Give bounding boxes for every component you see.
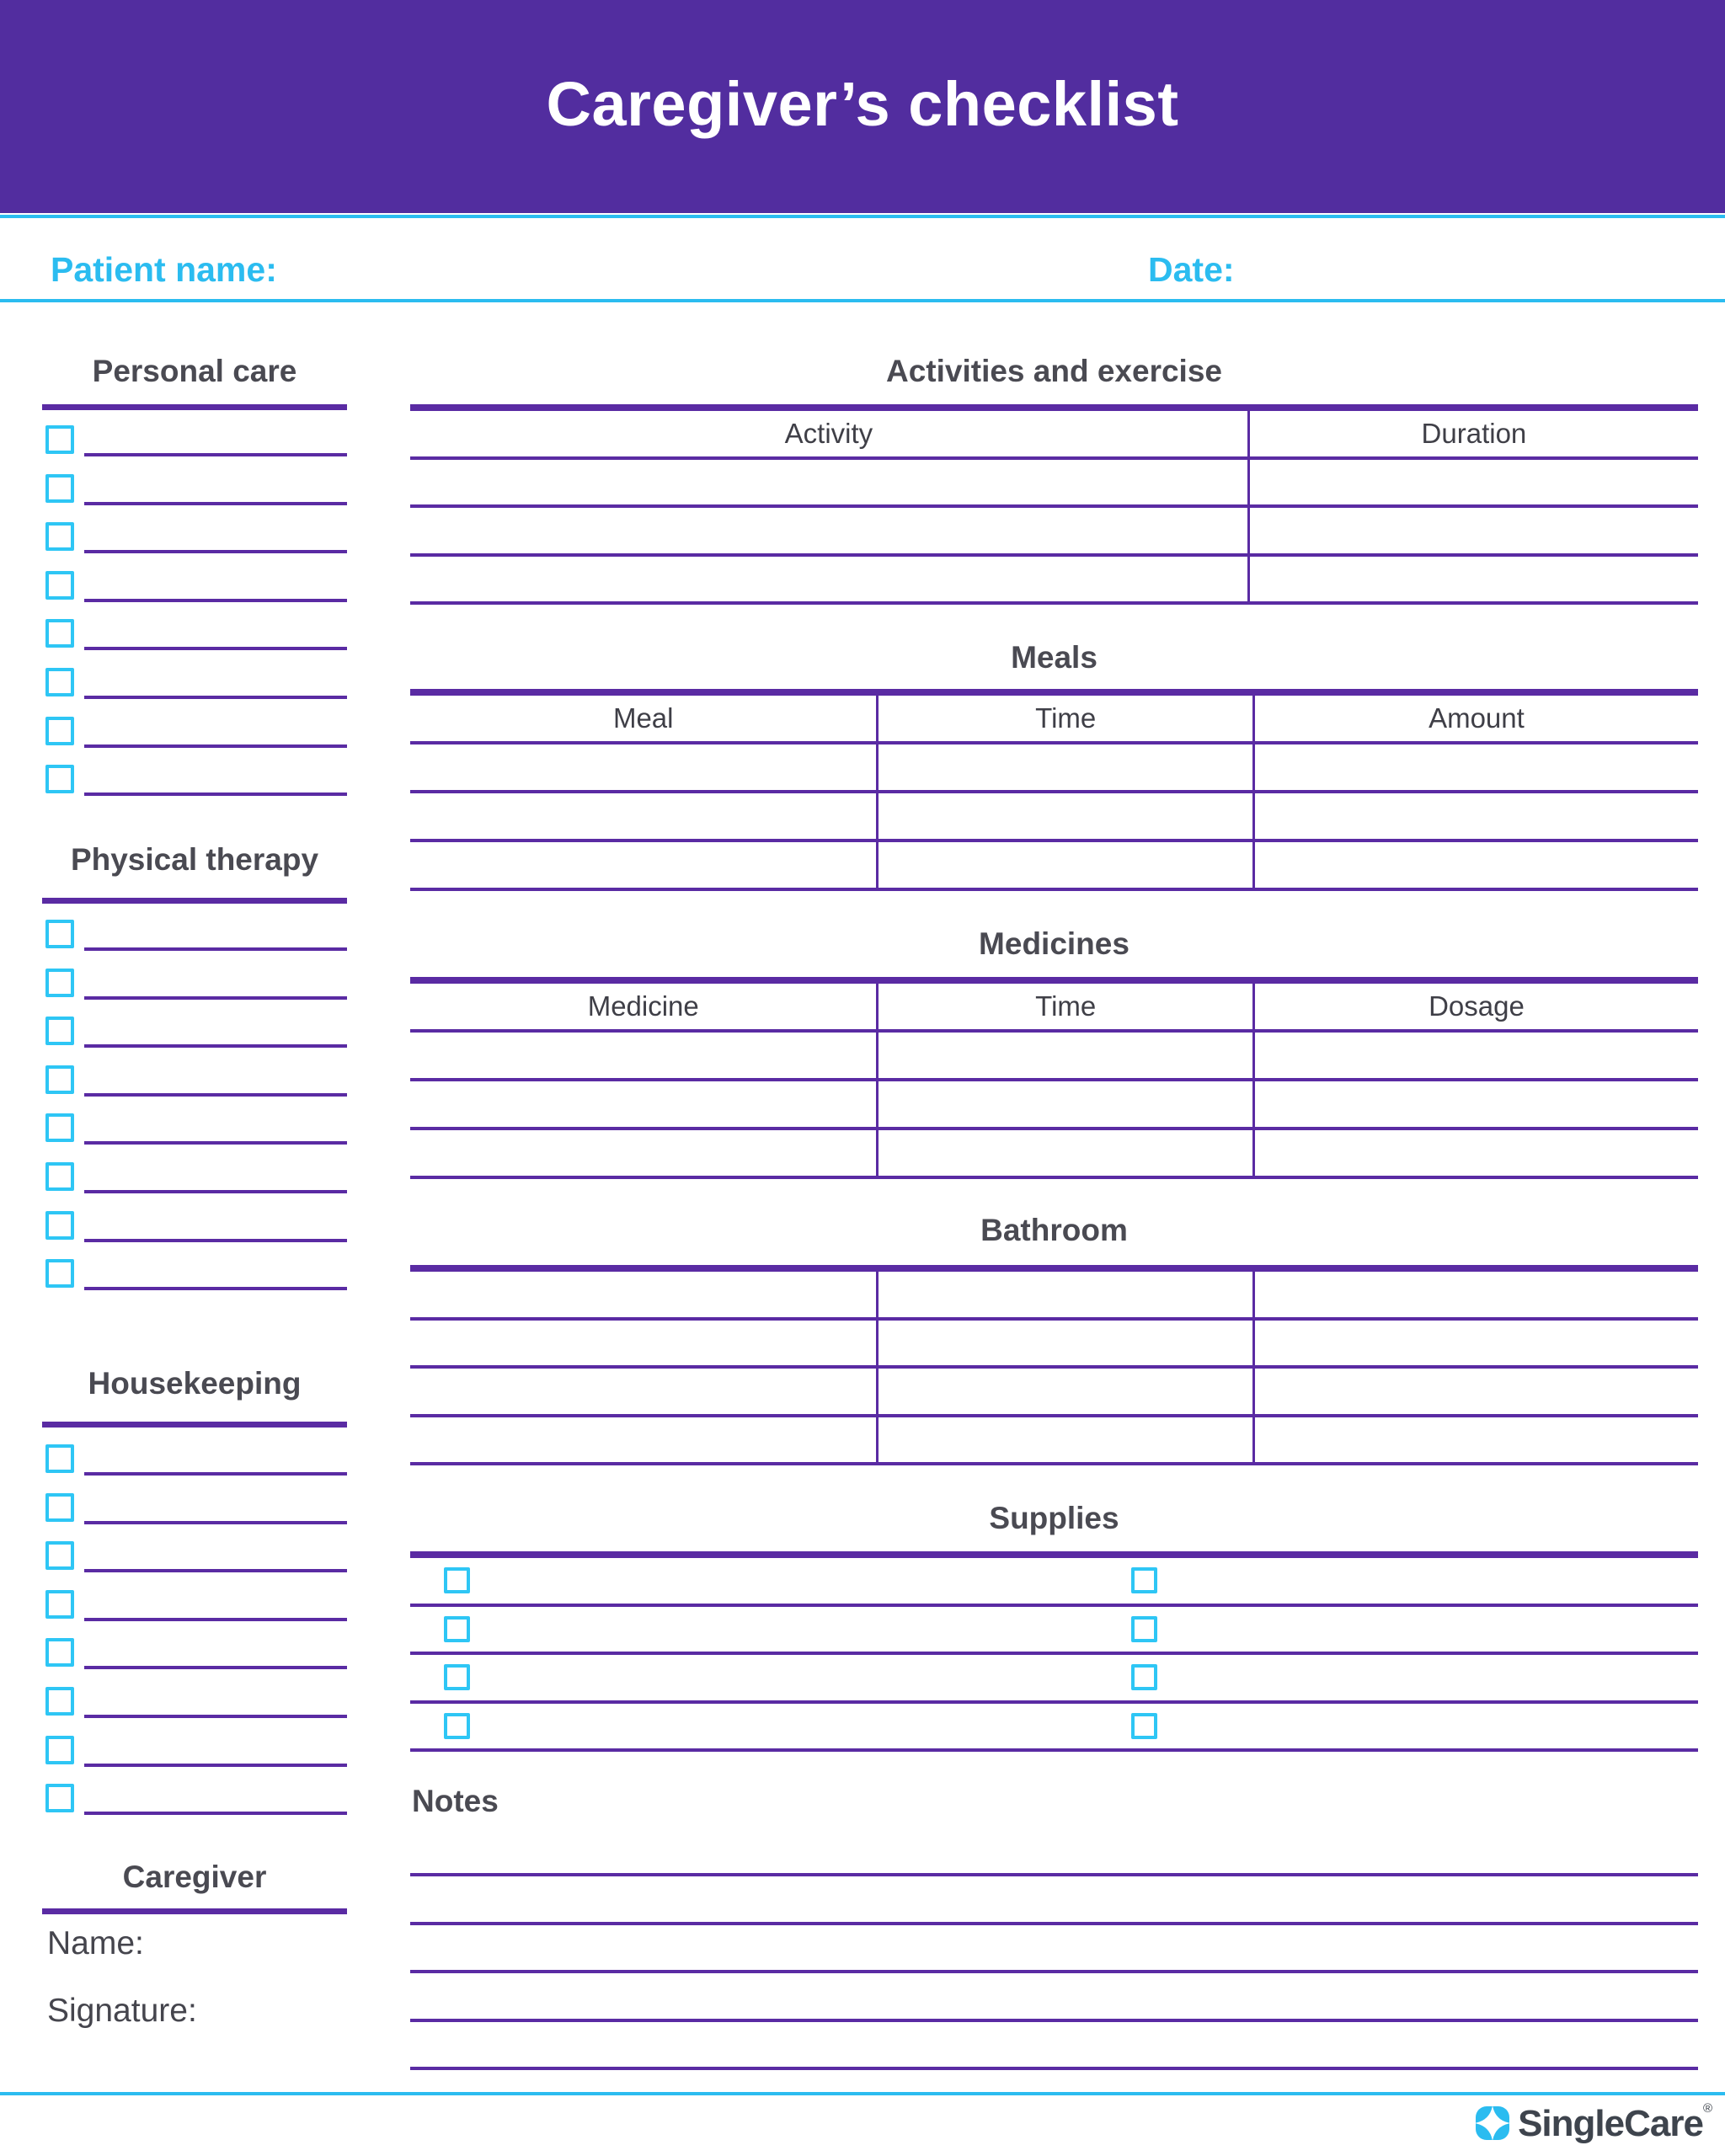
checklist-row [42, 717, 347, 766]
section-underline [42, 1422, 347, 1428]
table-row [410, 1130, 1698, 1179]
table-cell[interactable] [1247, 460, 1698, 509]
table-header-row [410, 984, 1698, 1033]
section-heading-personal-care: Personal care [92, 354, 297, 388]
section-heading-physical-therapy: Physical therapy [70, 842, 319, 877]
checklist-row [42, 1541, 347, 1590]
column-header-activity: Activity [410, 411, 1247, 460]
table-cell[interactable] [410, 1272, 876, 1321]
checkbox[interactable] [45, 1444, 74, 1473]
notes-write-line[interactable] [410, 1873, 1698, 1876]
column-header-time: Time [876, 984, 1252, 1033]
table-cell[interactable] [876, 793, 1252, 842]
column-header-duration: Duration [1247, 411, 1698, 460]
write-line[interactable] [84, 1239, 347, 1242]
table-cell[interactable] [1252, 1321, 1698, 1369]
table-cell[interactable] [410, 508, 1247, 557]
section-underline [42, 1908, 347, 1914]
checkbox[interactable] [444, 1713, 470, 1739]
banner [0, 0, 1725, 213]
checkbox[interactable] [45, 522, 74, 551]
checkbox[interactable] [45, 765, 74, 793]
divider-patient-row [0, 299, 1725, 302]
write-line[interactable] [84, 744, 347, 748]
table-cell[interactable] [1252, 1130, 1698, 1179]
checklist-row [42, 1444, 347, 1493]
checkbox[interactable] [45, 474, 74, 503]
write-line[interactable] [84, 1618, 347, 1621]
divider-top [0, 215, 1725, 218]
caregiver-name-label: Name: [47, 1925, 144, 1961]
checklist-row [42, 1638, 347, 1687]
checkbox[interactable] [444, 1567, 470, 1593]
section-heading-supplies: Supplies [989, 1501, 1119, 1535]
checklist-row [42, 920, 347, 969]
meals-table-body [410, 744, 1698, 891]
section-underline [42, 404, 347, 410]
table-cell[interactable] [876, 1130, 1252, 1179]
medicines-table [410, 977, 1698, 1179]
supplies-table-body [410, 1558, 1698, 1752]
write-line[interactable] [84, 453, 347, 456]
write-line[interactable] [84, 647, 347, 650]
table-cell[interactable] [1247, 508, 1698, 557]
table-row [410, 508, 1698, 557]
meals-table [410, 689, 1698, 891]
personal-care-rows [42, 425, 347, 814]
column-header-meal: Meal [410, 696, 876, 744]
checkbox[interactable] [45, 619, 74, 648]
singlecare-logo [1476, 2101, 1712, 2145]
notes-write-line[interactable] [410, 2019, 1698, 2022]
checklist-row [42, 1211, 347, 1260]
write-line[interactable] [84, 1666, 347, 1669]
table-cell[interactable] [876, 842, 1252, 891]
table-cell[interactable] [876, 1033, 1252, 1081]
table-cell[interactable] [1252, 1081, 1698, 1130]
checkbox[interactable] [45, 1638, 74, 1667]
checkbox[interactable] [45, 1493, 74, 1522]
table-cell[interactable] [1252, 1369, 1698, 1417]
checklist-row [42, 619, 347, 668]
write-line[interactable] [84, 1521, 347, 1524]
write-line[interactable] [84, 1569, 347, 1572]
checklist-row [42, 522, 347, 571]
checklist-row [42, 765, 347, 814]
write-line[interactable] [84, 996, 347, 1000]
table-header-row [410, 411, 1698, 460]
column-header-dosage: Dosage [1252, 984, 1698, 1033]
section-heading-bathroom: Bathroom [980, 1213, 1128, 1247]
physical-therapy-rows [42, 920, 347, 1308]
checkbox[interactable] [45, 920, 74, 948]
table-row [410, 1369, 1698, 1417]
table-row [410, 1033, 1698, 1081]
table-cell[interactable] [1252, 744, 1698, 793]
checkbox[interactable] [45, 1784, 74, 1812]
bathroom-table-body [410, 1272, 1698, 1465]
write-line[interactable] [84, 1472, 347, 1476]
write-line[interactable] [84, 1093, 347, 1097]
checklist-row [42, 1784, 347, 1833]
section-heading-notes: Notes [412, 1784, 499, 1818]
checklist-row [42, 1162, 347, 1211]
brand-name: SingleCare® [1518, 2101, 1712, 2144]
column-header-amount: Amount [1252, 696, 1698, 744]
checkbox[interactable] [45, 1017, 74, 1045]
section-heading-meals: Meals [1011, 640, 1097, 675]
write-line[interactable] [84, 550, 347, 553]
table-cell[interactable] [876, 1369, 1252, 1417]
checkbox[interactable] [45, 1065, 74, 1094]
table-row [410, 1272, 1698, 1321]
checklist-row [42, 1113, 347, 1162]
table-row [410, 842, 1698, 891]
clover-icon [1476, 2106, 1509, 2140]
checklist-row [42, 571, 347, 620]
table-row [410, 557, 1698, 606]
checkbox[interactable] [1131, 1567, 1157, 1593]
checkbox[interactable] [45, 1687, 74, 1716]
checklist-row [42, 425, 347, 474]
table-cell[interactable] [1252, 793, 1698, 842]
checkbox[interactable] [1131, 1713, 1157, 1739]
table-cell[interactable] [410, 1321, 876, 1369]
supplies-row [410, 1607, 1698, 1656]
table-cell[interactable] [410, 744, 876, 793]
table-row [410, 460, 1698, 509]
checklist-row [42, 1736, 347, 1785]
section-underline [42, 898, 347, 904]
table-cell[interactable] [410, 793, 876, 842]
write-line[interactable] [84, 696, 347, 699]
supplies-table [410, 1551, 1698, 1752]
table-cell[interactable] [410, 460, 1247, 509]
notes-write-line[interactable] [410, 1922, 1698, 1925]
write-line[interactable] [84, 1141, 347, 1145]
date-label: Date: [1148, 250, 1235, 289]
checklist-row [42, 1017, 347, 1065]
notes-write-line[interactable] [410, 2067, 1698, 2070]
checkbox[interactable] [444, 1616, 470, 1642]
divider-bottom [0, 2092, 1725, 2095]
checkbox[interactable] [1131, 1664, 1157, 1690]
patient-name-label: Patient name: [51, 250, 277, 289]
table-header-row [410, 696, 1698, 744]
checklist-row [42, 1590, 347, 1639]
checkbox[interactable] [45, 717, 74, 745]
checkbox[interactable] [45, 571, 74, 600]
write-line[interactable] [84, 1287, 347, 1290]
checkbox[interactable] [45, 1211, 74, 1240]
checklist-row [42, 1687, 347, 1736]
supplies-row [410, 1558, 1698, 1607]
table-cell[interactable] [876, 1321, 1252, 1369]
checkbox[interactable] [45, 1736, 74, 1764]
table-row [410, 793, 1698, 842]
checklist-row [42, 969, 347, 1017]
notes-write-line[interactable] [410, 1970, 1698, 1973]
table-cell[interactable] [1252, 1417, 1698, 1466]
table-cell[interactable] [876, 1417, 1252, 1466]
table-row [410, 1417, 1698, 1466]
write-line[interactable] [84, 1812, 347, 1815]
table-row [410, 1081, 1698, 1130]
checkbox[interactable] [45, 1162, 74, 1191]
write-line[interactable] [84, 1715, 347, 1718]
write-line[interactable] [84, 947, 347, 951]
table-row [410, 744, 1698, 793]
checkbox[interactable] [444, 1664, 470, 1690]
write-line[interactable] [84, 1764, 347, 1767]
table-cell[interactable] [410, 1369, 876, 1417]
column-header-medicine: Medicine [410, 984, 876, 1033]
write-line[interactable] [84, 1190, 347, 1193]
checkbox[interactable] [45, 425, 74, 454]
section-heading-medicines: Medicines [979, 926, 1130, 961]
checkbox[interactable] [45, 1541, 74, 1570]
table-cell[interactable] [410, 842, 876, 891]
write-line[interactable] [84, 599, 347, 602]
table-cell[interactable] [410, 557, 1247, 606]
checkbox[interactable] [45, 1259, 74, 1288]
table-cell[interactable] [1252, 1033, 1698, 1081]
caregiver-signature-label: Signature: [47, 1993, 197, 2029]
checklist-row [42, 668, 347, 717]
write-line[interactable] [84, 792, 347, 796]
bathroom-table [410, 1265, 1698, 1465]
checkbox[interactable] [45, 668, 74, 696]
table-cell[interactable] [1252, 1272, 1698, 1321]
table-cell[interactable] [410, 1417, 876, 1466]
table-cell[interactable] [876, 1081, 1252, 1130]
checkbox[interactable] [1131, 1616, 1157, 1642]
supplies-row [410, 1655, 1698, 1704]
checklist-row [42, 1259, 347, 1308]
page-title: Caregiver’s checklist [546, 69, 1179, 139]
checkbox[interactable] [45, 1590, 74, 1619]
table-cell[interactable] [410, 1130, 876, 1179]
activities-table [410, 404, 1698, 605]
section-heading-activities: Activities and exercise [886, 354, 1222, 388]
write-line[interactable] [84, 1044, 347, 1048]
checklist-row [42, 1493, 347, 1542]
table-cell[interactable] [1252, 842, 1698, 891]
write-line[interactable] [84, 502, 347, 505]
checklist-row [42, 1065, 347, 1114]
activities-table-body [410, 460, 1698, 606]
table-row [410, 1321, 1698, 1369]
notes-lines [410, 1873, 1698, 2116]
section-heading-caregiver: Caregiver [122, 1860, 267, 1894]
column-header-time: Time [876, 696, 1252, 744]
checkbox[interactable] [45, 1113, 74, 1142]
table-cell[interactable] [876, 1272, 1252, 1321]
housekeeping-rows [42, 1444, 347, 1833]
checkbox[interactable] [45, 969, 74, 997]
section-heading-housekeeping: Housekeeping [88, 1366, 302, 1401]
table-cell[interactable] [410, 1033, 876, 1081]
medicines-table-body [410, 1033, 1698, 1179]
checklist-row [42, 474, 347, 523]
table-cell[interactable] [1247, 557, 1698, 606]
table-cell[interactable] [410, 1081, 876, 1130]
supplies-row [410, 1704, 1698, 1753]
table-cell[interactable] [876, 744, 1252, 793]
